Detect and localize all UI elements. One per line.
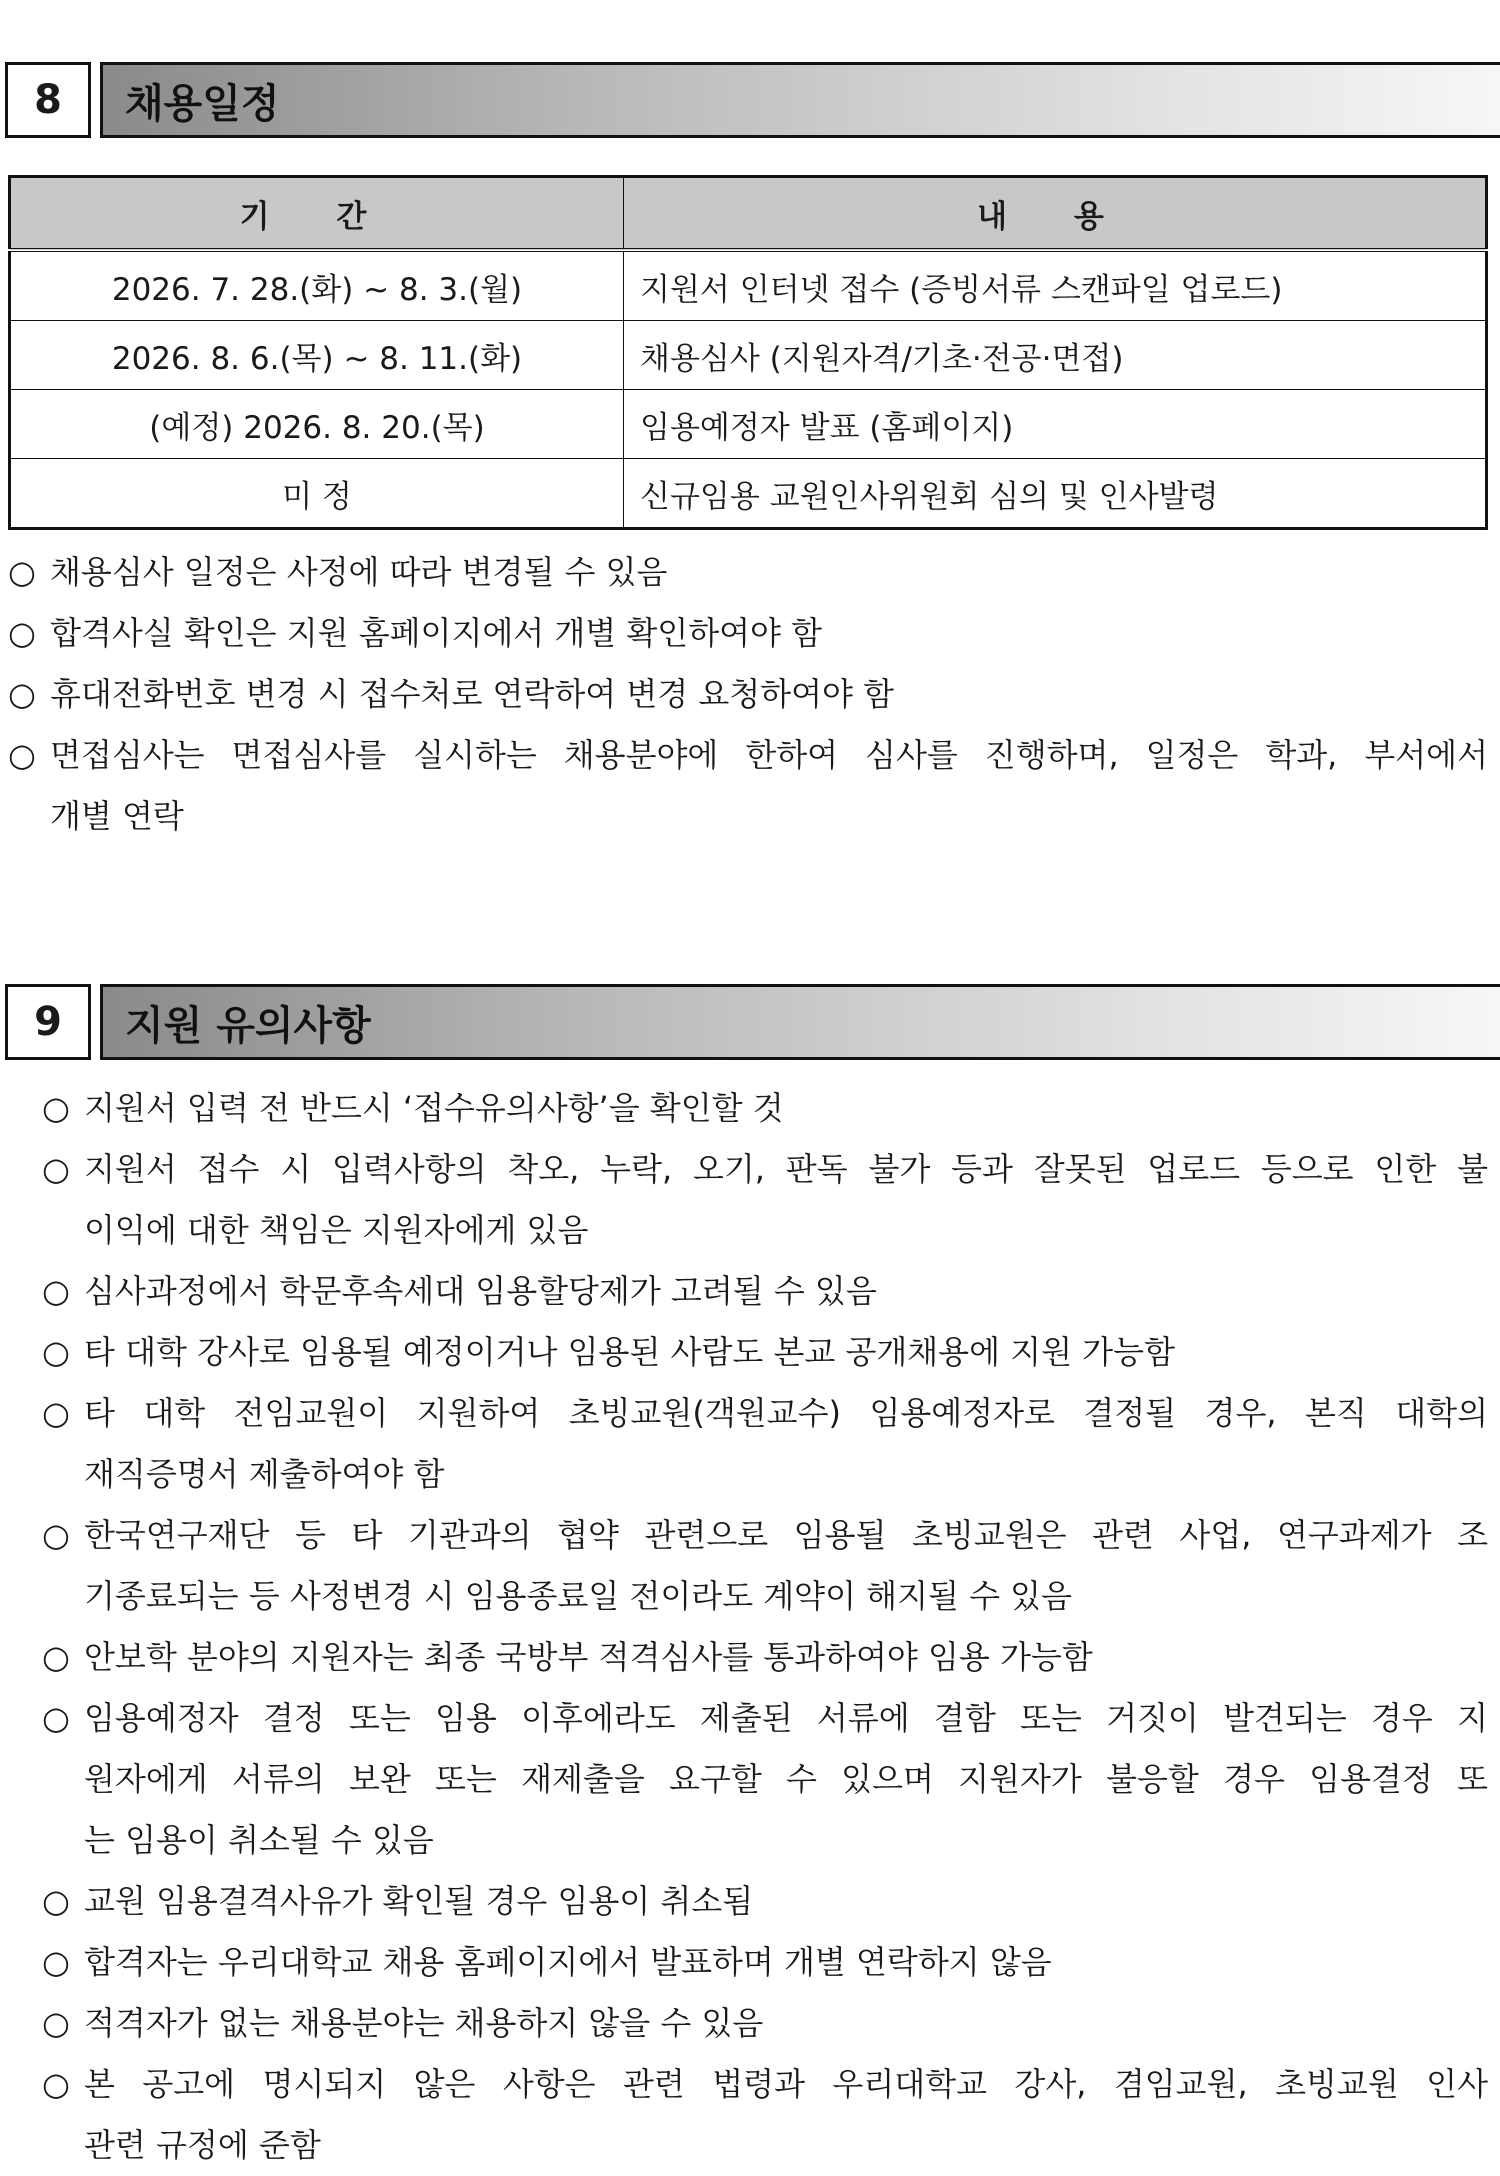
bullet-circle-icon: ○ (42, 1150, 70, 1188)
list-item (8, 725, 1488, 847)
bullet-circle-icon: ○ (8, 614, 36, 652)
note-text-continued: 관련 규정에 준함 (84, 2126, 321, 2164)
note-text: 임용예정자 결정 또는 임용 이후에라도 제출된 서류에 결함 또는 거짓이 발견되는 경우 지 (84, 1699, 1488, 1737)
note-text: 본 공고에 명시되지 않은 사항은 관련 법령과 우리대학교 강사, 겸임교원, 초빙교원 인사 (84, 2065, 1488, 2103)
list-item (42, 2054, 1488, 2176)
note-text: 한국연구재단 등 타 기관과의 협약 관련으로 임용될 초빙교원은 관련 사업, 연구과제가 조 (84, 1516, 1488, 1554)
table-header-row (10, 177, 1487, 251)
note-text: 지원서 접수 시 입력사항의 착오, 누락, 오기, 판독 불가 등과 잘못된 업로드 등으로 인한 불 (84, 1150, 1488, 1188)
bullet-circle-icon: ○ (42, 1638, 70, 1676)
table-row (10, 250, 1487, 321)
content-cell: 신규임용 교원인사위원회 심의 및 인사발령 (624, 459, 1487, 529)
note-text: 휴대전화번호 변경 시 접수처로 연락하여 변경 요청하여야 함 (50, 675, 895, 713)
bullet-circle-icon: ○ (8, 553, 36, 591)
list-item (42, 1139, 1488, 1261)
list-item (42, 1261, 1488, 1322)
bullet-circle-icon: ○ (42, 1699, 70, 1737)
table-row (10, 321, 1487, 390)
section-9-header (5, 984, 1490, 1058)
list-item (42, 1627, 1488, 1688)
content-cell: 임용예정자 발표 (홈페이지) (624, 390, 1487, 459)
note-text: 안보학 분야의 지원자는 최종 국방부 적격심사를 통과하여야 임용 가능함 (84, 1638, 1093, 1676)
period-cell: 2026. 8. 6.(목) ~ 8. 11.(화) (10, 321, 624, 390)
list-item (42, 1871, 1488, 1932)
note-text: 지원서 입력 전 반드시 ‘접수유의사항’을 확인할 것 (84, 1089, 784, 1127)
table-row (10, 390, 1487, 459)
column-header-period: 기 간 (10, 177, 624, 251)
note-text-continued: 개별 연락 (50, 797, 184, 835)
section-title: 채용일정 (100, 62, 1500, 138)
note-text-continued: 원자에게 서류의 보완 또는 재제출을 요구할 수 있으며 지원자가 불응할 경우 임용결정 또 (84, 1760, 1488, 1798)
note-text: 타 대학 전임교원이 지원하여 초빙교원(객원교수) 임용예정자로 결정될 경우, 본직 대학의 (84, 1394, 1488, 1432)
application-notes (42, 1078, 1488, 2176)
list-item (8, 542, 1488, 603)
list-item (42, 1383, 1488, 1505)
list-item (8, 603, 1488, 664)
bullet-circle-icon: ○ (42, 2065, 70, 2103)
period-cell: 2026. 7. 28.(화) ~ 8. 3.(월) (10, 250, 624, 321)
note-text: 합격사실 확인은 지원 홈페이지에서 개별 확인하여야 함 (50, 614, 823, 652)
list-item (42, 1078, 1488, 1139)
bullet-circle-icon: ○ (42, 1089, 70, 1127)
period-cell: (예정) 2026. 8. 20.(목) (10, 390, 624, 459)
note-text: 타 대학 강사로 임용될 예정이거나 임용된 사람도 본교 공개채용에 지원 가능함 (84, 1333, 1175, 1371)
bullet-circle-icon: ○ (8, 736, 36, 774)
note-text-continued: 는 임용이 취소될 수 있음 (84, 1821, 434, 1859)
note-text: 교원 임용결격사유가 확인될 경우 임용이 취소됨 (84, 1882, 754, 1920)
section-8-header (5, 62, 1490, 136)
bullet-circle-icon: ○ (42, 1882, 70, 1920)
note-text: 채용심사 일정은 사정에 따라 변경될 수 있음 (50, 553, 668, 591)
bullet-circle-icon: ○ (42, 1394, 70, 1432)
list-item (42, 1932, 1488, 1993)
schedule-table (8, 175, 1488, 530)
section-number: 9 (5, 984, 91, 1060)
table-row (10, 459, 1487, 529)
note-text-continued: 재직증명서 제출하여야 함 (84, 1455, 445, 1493)
section-title: 지원 유의사항 (100, 984, 1500, 1060)
content-cell: 채용심사 (지원자격/기초·전공·면접) (624, 321, 1487, 390)
note-text: 합격자는 우리대학교 채용 홈페이지에서 발표하며 개별 연락하지 않음 (84, 1943, 1052, 1981)
note-text: 적격자가 없는 채용분야는 채용하지 않을 수 있음 (84, 2004, 764, 2042)
bullet-circle-icon: ○ (8, 675, 36, 713)
bullet-circle-icon: ○ (42, 1333, 70, 1371)
bullet-circle-icon: ○ (42, 2004, 70, 2042)
list-item (42, 1688, 1488, 1871)
list-item (8, 664, 1488, 725)
list-item (42, 1505, 1488, 1627)
period-cell: 미 정 (10, 459, 624, 529)
bullet-circle-icon: ○ (42, 1943, 70, 1981)
schedule-notes (8, 542, 1488, 847)
bullet-circle-icon: ○ (42, 1272, 70, 1310)
note-text-continued: 이익에 대한 책임은 지원자에게 있음 (84, 1211, 589, 1249)
list-item (42, 1993, 1488, 2054)
list-item (42, 1322, 1488, 1383)
bullet-circle-icon: ○ (42, 1516, 70, 1554)
column-header-content: 내 용 (624, 177, 1487, 251)
note-text-continued: 기종료되는 등 사정변경 시 임용종료일 전이라도 계약이 해지될 수 있음 (84, 1577, 1072, 1615)
note-text: 심사과정에서 학문후속세대 임용할당제가 고려될 수 있음 (84, 1272, 877, 1310)
content-cell: 지원서 인터넷 접수 (증빙서류 스캔파일 업로드) (624, 250, 1487, 321)
note-text: 면접심사는 면접심사를 실시하는 채용분야에 한하여 심사를 진행하며, 일정은 학과, 부서에서 (50, 736, 1488, 774)
section-number: 8 (5, 62, 91, 138)
